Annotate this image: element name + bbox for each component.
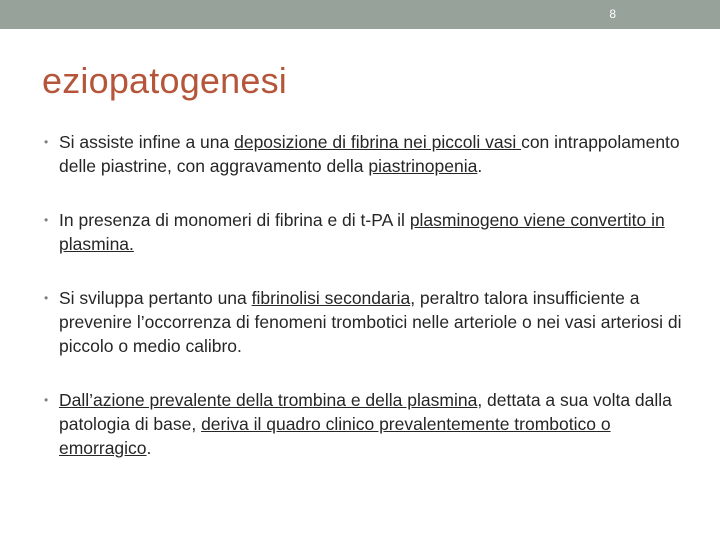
bullet-emphasis: deposizione di fibrina nei piccoli vasi <box>234 132 522 152</box>
bullet-text: , peraltro talora insufficiente a prevenire l’occorrenza di fenomeni trombotici nelle arteriole o nei vasi arteriosi di piccolo o medio calibro. <box>59 288 682 356</box>
bullet-item <box>44 130 684 178</box>
bullet-text: Si sviluppa pertanto una <box>59 288 252 308</box>
bullet-emphasis: Dall’azione prevalente della trombina e della plasmina <box>59 390 478 410</box>
bullet-text: con intrappolamento delle piastrine, con aggravamento della <box>59 132 680 176</box>
bullet-item <box>44 286 684 358</box>
bullet-text: . <box>477 156 483 176</box>
bullet-item <box>44 208 684 256</box>
bullet-text: In presenza di monomeri di fibrina e di t-PA il <box>59 210 410 230</box>
bullet-text: Si assiste infine a una <box>59 132 235 152</box>
bullet-emphasis: deriva il quadro clinico prevalentemente trombotico o emorragico <box>59 414 611 458</box>
slide-number: 8 <box>609 7 616 21</box>
top-bar <box>0 0 720 29</box>
bullet-emphasis: plasminogeno viene convertito in plasmina. <box>59 210 665 254</box>
bullet-emphasis: piastrinopenia <box>368 156 478 176</box>
bullet-list <box>44 130 684 460</box>
bullet-item <box>44 388 684 460</box>
bullet-text: , dettata a sua volta dalla patologia di base, <box>59 390 672 434</box>
bullet-emphasis: fibrinolisi secondaria <box>251 288 411 308</box>
bullet-text: . <box>146 438 152 458</box>
slide-title: eziopatogenesi <box>42 60 287 101</box>
